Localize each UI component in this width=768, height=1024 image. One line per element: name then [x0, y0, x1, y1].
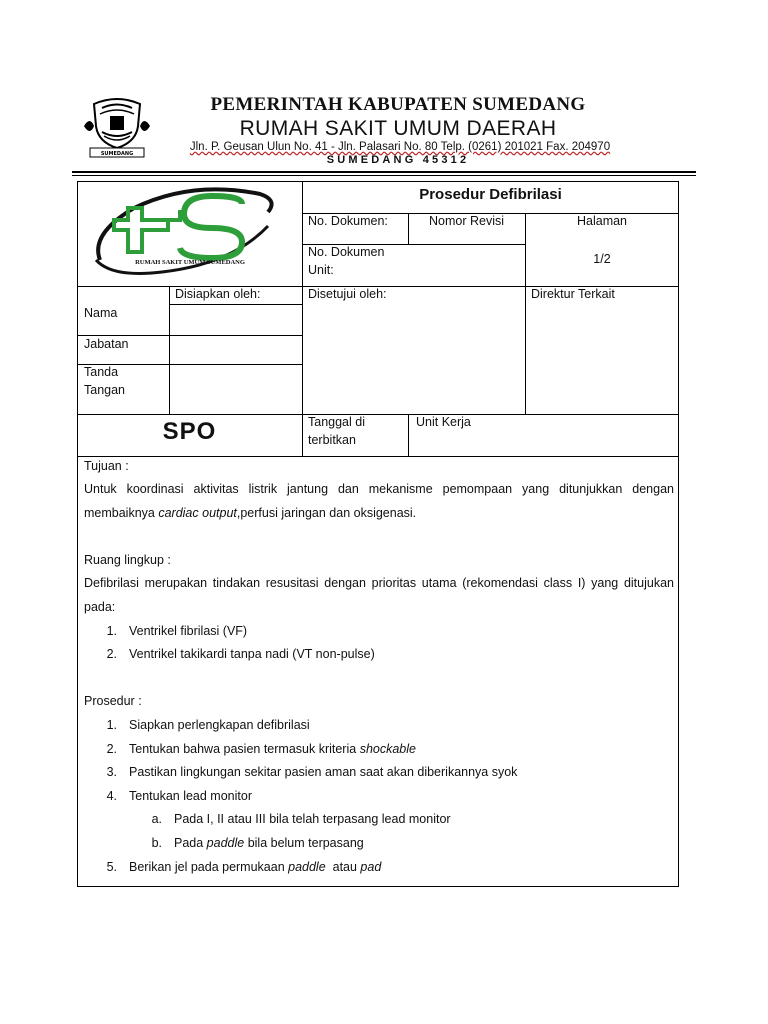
step-text-italic: shockable — [359, 741, 416, 756]
sub-step-letter: b. — [151, 835, 162, 850]
step-text: Tentukan lead monitor — [129, 788, 252, 803]
grid-line — [169, 286, 170, 414]
hospital-address-text: Jln. P. Geusan Ulun No. 41 - Jln. Palasari No. 80 Telp. (0261) 201021 Fax. 204970 — [189, 141, 611, 153]
sub-step-text-part2: bila belum terpasang — [244, 835, 364, 850]
direktur-label: Direktur Terkait — [531, 287, 615, 301]
step-number: 2. — [106, 741, 117, 756]
unit-kerja-label: Unit Kerja — [416, 415, 471, 429]
step-text: Siapkan perlengkapan defibrilasi — [129, 717, 310, 732]
sub-step-text — [174, 832, 364, 856]
logo-caption: RUMAH SAKIT UMUM SUMEDANG — [135, 259, 245, 266]
regency-emblem — [80, 96, 154, 160]
tanda-tangan-label: Tanda Tangan — [84, 365, 126, 397]
nomor-revisi-label: Nomor Revisi — [428, 214, 504, 228]
procedure-body — [84, 457, 674, 879]
procedure-title: Prosedur Defibrilasi — [419, 186, 562, 203]
tujuan-text — [84, 478, 674, 525]
step-item — [84, 714, 674, 738]
halaman-label: Halaman — [576, 214, 628, 228]
step-number: 4. — [106, 788, 117, 803]
step-item — [84, 856, 674, 880]
list-number: 1. — [106, 623, 117, 638]
ruang-text: Defibrilasi merupakan tindakan resusitasi dengan prioritas utama (rekomendasi class I) yang ditujukan pada: — [84, 576, 674, 614]
list-text: Ventrikel fibrilasi (VF) — [129, 623, 248, 638]
halaman-value: 1/2 — [593, 252, 611, 266]
disiapkan-label: Disiapkan oleh: — [175, 287, 261, 301]
step-text-part2: atau — [325, 859, 361, 874]
grid-line — [408, 414, 409, 456]
sub-step-letter: a. — [151, 812, 162, 827]
step-text-part1: Berikan jel pada permukaan — [129, 859, 289, 874]
step-text — [129, 738, 416, 762]
tanggal-terbit-label: Tanggal di terbitkan — [308, 415, 365, 447]
disetujui-label: Disetujui oleh: — [308, 287, 387, 301]
step-item — [84, 738, 674, 762]
list-text: Ventrikel takikardi tanpa nadi (VT non-pulse) — [129, 647, 375, 662]
nama-label: Nama — [84, 306, 118, 320]
hospital-logo — [92, 186, 282, 280]
step-number: 3. — [106, 765, 117, 780]
step-number: 5. — [106, 859, 117, 874]
step-text-italic-2: pad — [360, 859, 382, 874]
sub-step-text-italic: paddle — [206, 835, 245, 850]
tujuan-text-part2: ,perfusi jaringan dan oksigenasi. — [236, 505, 417, 520]
list-number: 2. — [106, 647, 117, 662]
jabatan-label: Jabatan — [84, 337, 129, 351]
letterhead-rule-thin — [72, 175, 696, 176]
letterhead-rule — [72, 171, 696, 173]
sub-step-text-part1: Pada — [174, 835, 207, 850]
step-text — [129, 856, 381, 880]
step-item — [84, 785, 674, 809]
step-text-italic-1: paddle — [288, 859, 326, 874]
step-text-part: Tentukan bahwa pasien termasuk kriteria — [129, 741, 360, 756]
step-text: Pastikan lingkungan sekitar pasien aman saat akan diberikannya syok — [129, 765, 518, 780]
emblem-caption: SUMEDANG — [100, 151, 134, 157]
tujuan-heading: Tujuan : — [84, 459, 129, 473]
no-dokumen-label: No. Dokumen: — [308, 214, 388, 228]
hospital-city: SUMEDANG 45312 — [326, 154, 470, 166]
no-dokumen-unit-label: No. Dokumen Unit: — [308, 245, 385, 277]
sub-step-text: Pada I, II atau III bila telah terpasang lead monitor — [174, 812, 451, 827]
government-title: PEMERINTAH KABUPATEN SUMEDANG — [210, 94, 586, 115]
grid-line — [169, 304, 302, 305]
step-number: 1. — [106, 717, 117, 732]
hospital-address — [160, 141, 640, 153]
prosedur-heading: Prosedur : — [84, 694, 142, 709]
step-item — [84, 761, 674, 785]
sub-step-item — [84, 832, 674, 856]
ruang-heading: Ruang lingkup : — [84, 552, 171, 567]
sub-step-item — [84, 808, 674, 832]
tujuan-text-italic: cardiac output — [158, 505, 237, 520]
hospital-title: RUMAH SAKIT UMUM DAERAH — [239, 117, 557, 140]
list-item — [84, 643, 674, 667]
grid-line — [525, 213, 526, 414]
tujuan-text-part1: Untuk koordinasi aktivitas listrik jantung dan mekanisme pemompaan yang ditunjukkan dengan membaiknya — [84, 482, 674, 520]
list-item — [84, 620, 674, 644]
spo-label: SPO — [162, 418, 217, 445]
